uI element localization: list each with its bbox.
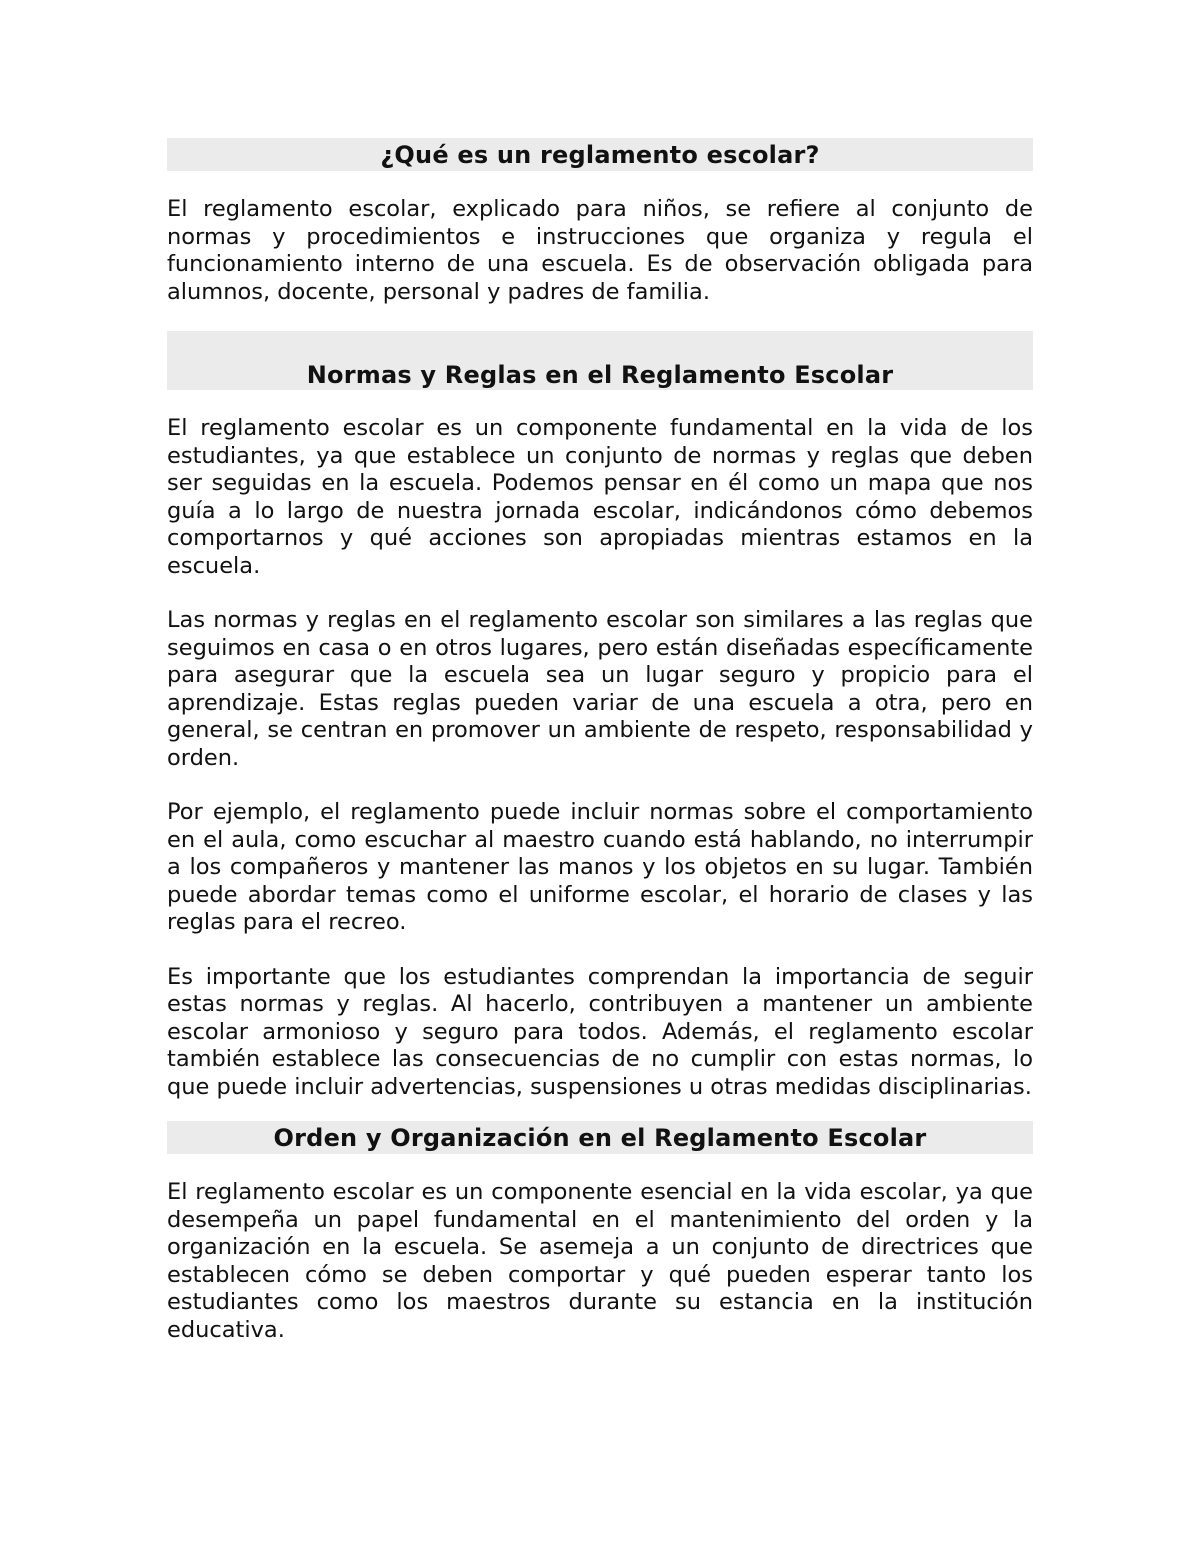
paragraph-normas-3: Por ejemplo, el reglamento puede incluir normas sobre el comportamiento en el aula, como escuchar al maestro cuando está hablando, no interrumpir a los compañeros y mantener las manos y los objetos en su lugar. También puede abordar temas como el uniforme escolar, el horario de clases y las reglas para el recreo. [167, 799, 1033, 935]
paragraph-orden-1: El reglamento escolar es un componente esencial en la vida escolar, ya que desempeña un papel fundamental en el mantenimiento del orden y la organización en la escuela. Se asemeja a un conjunto de directrices que establecen cómo se deben comportar y qué pueden esperar tanto los estudiantes como los maestros durante su estancia en la institución educativa. [167, 1179, 1033, 1343]
paragraph-definition: El reglamento escolar, explicado para niños, se refiere al conjunto de normas y procedimientos e instrucciones que organiza y regula el funcionamiento interno de una escuela. Es de observación obligada para alumnos, docente, personal y padres de familia. [167, 196, 1033, 305]
paragraph-normas-2: Las normas y reglas en el reglamento escolar son similares a las reglas que seguimos en casa o en otros lugares, pero están diseñadas específicamente para asegurar que la escuela sea un lugar seguro y propicio para el aprendizaje. Estas reglas pueden variar de una escuela a otra, pero en general, se centran en promover un ambiente de respeto, responsabilidad y orden. [167, 607, 1033, 771]
section-title-orden-y-organizacion: Orden y Organización en el Reglamento Escolar [167, 1121, 1033, 1154]
section-title-que-es: ¿Qué es un reglamento escolar? [167, 138, 1033, 171]
section-title-normas-y-reglas: Normas y Reglas en el Reglamento Escolar [167, 331, 1033, 390]
paragraph-normas-1: El reglamento escolar es un componente fundamental en la vida de los estudiantes, ya que establece un conjunto de normas y reglas que deben ser seguidas en la escuela. Podemos pensar en él como un mapa que nos guía a lo largo de nuestra jornada escolar, indicándonos cómo debemos comportarnos y qué acciones son apropiadas mientras estamos en la escuela. [167, 415, 1033, 579]
document-page [167, 138, 1033, 1344]
paragraph-normas-4: Es importante que los estudiantes comprendan la importancia de seguir estas normas y reglas. Al hacerlo, contribuyen a mantener un ambiente escolar armonioso y seguro para todos. Además, el reglamento escolar también establece las consecuencias de no cumplir con estas normas, lo que puede incluir advertencias, suspensiones u otras medidas disciplinarias. [167, 963, 1033, 1100]
